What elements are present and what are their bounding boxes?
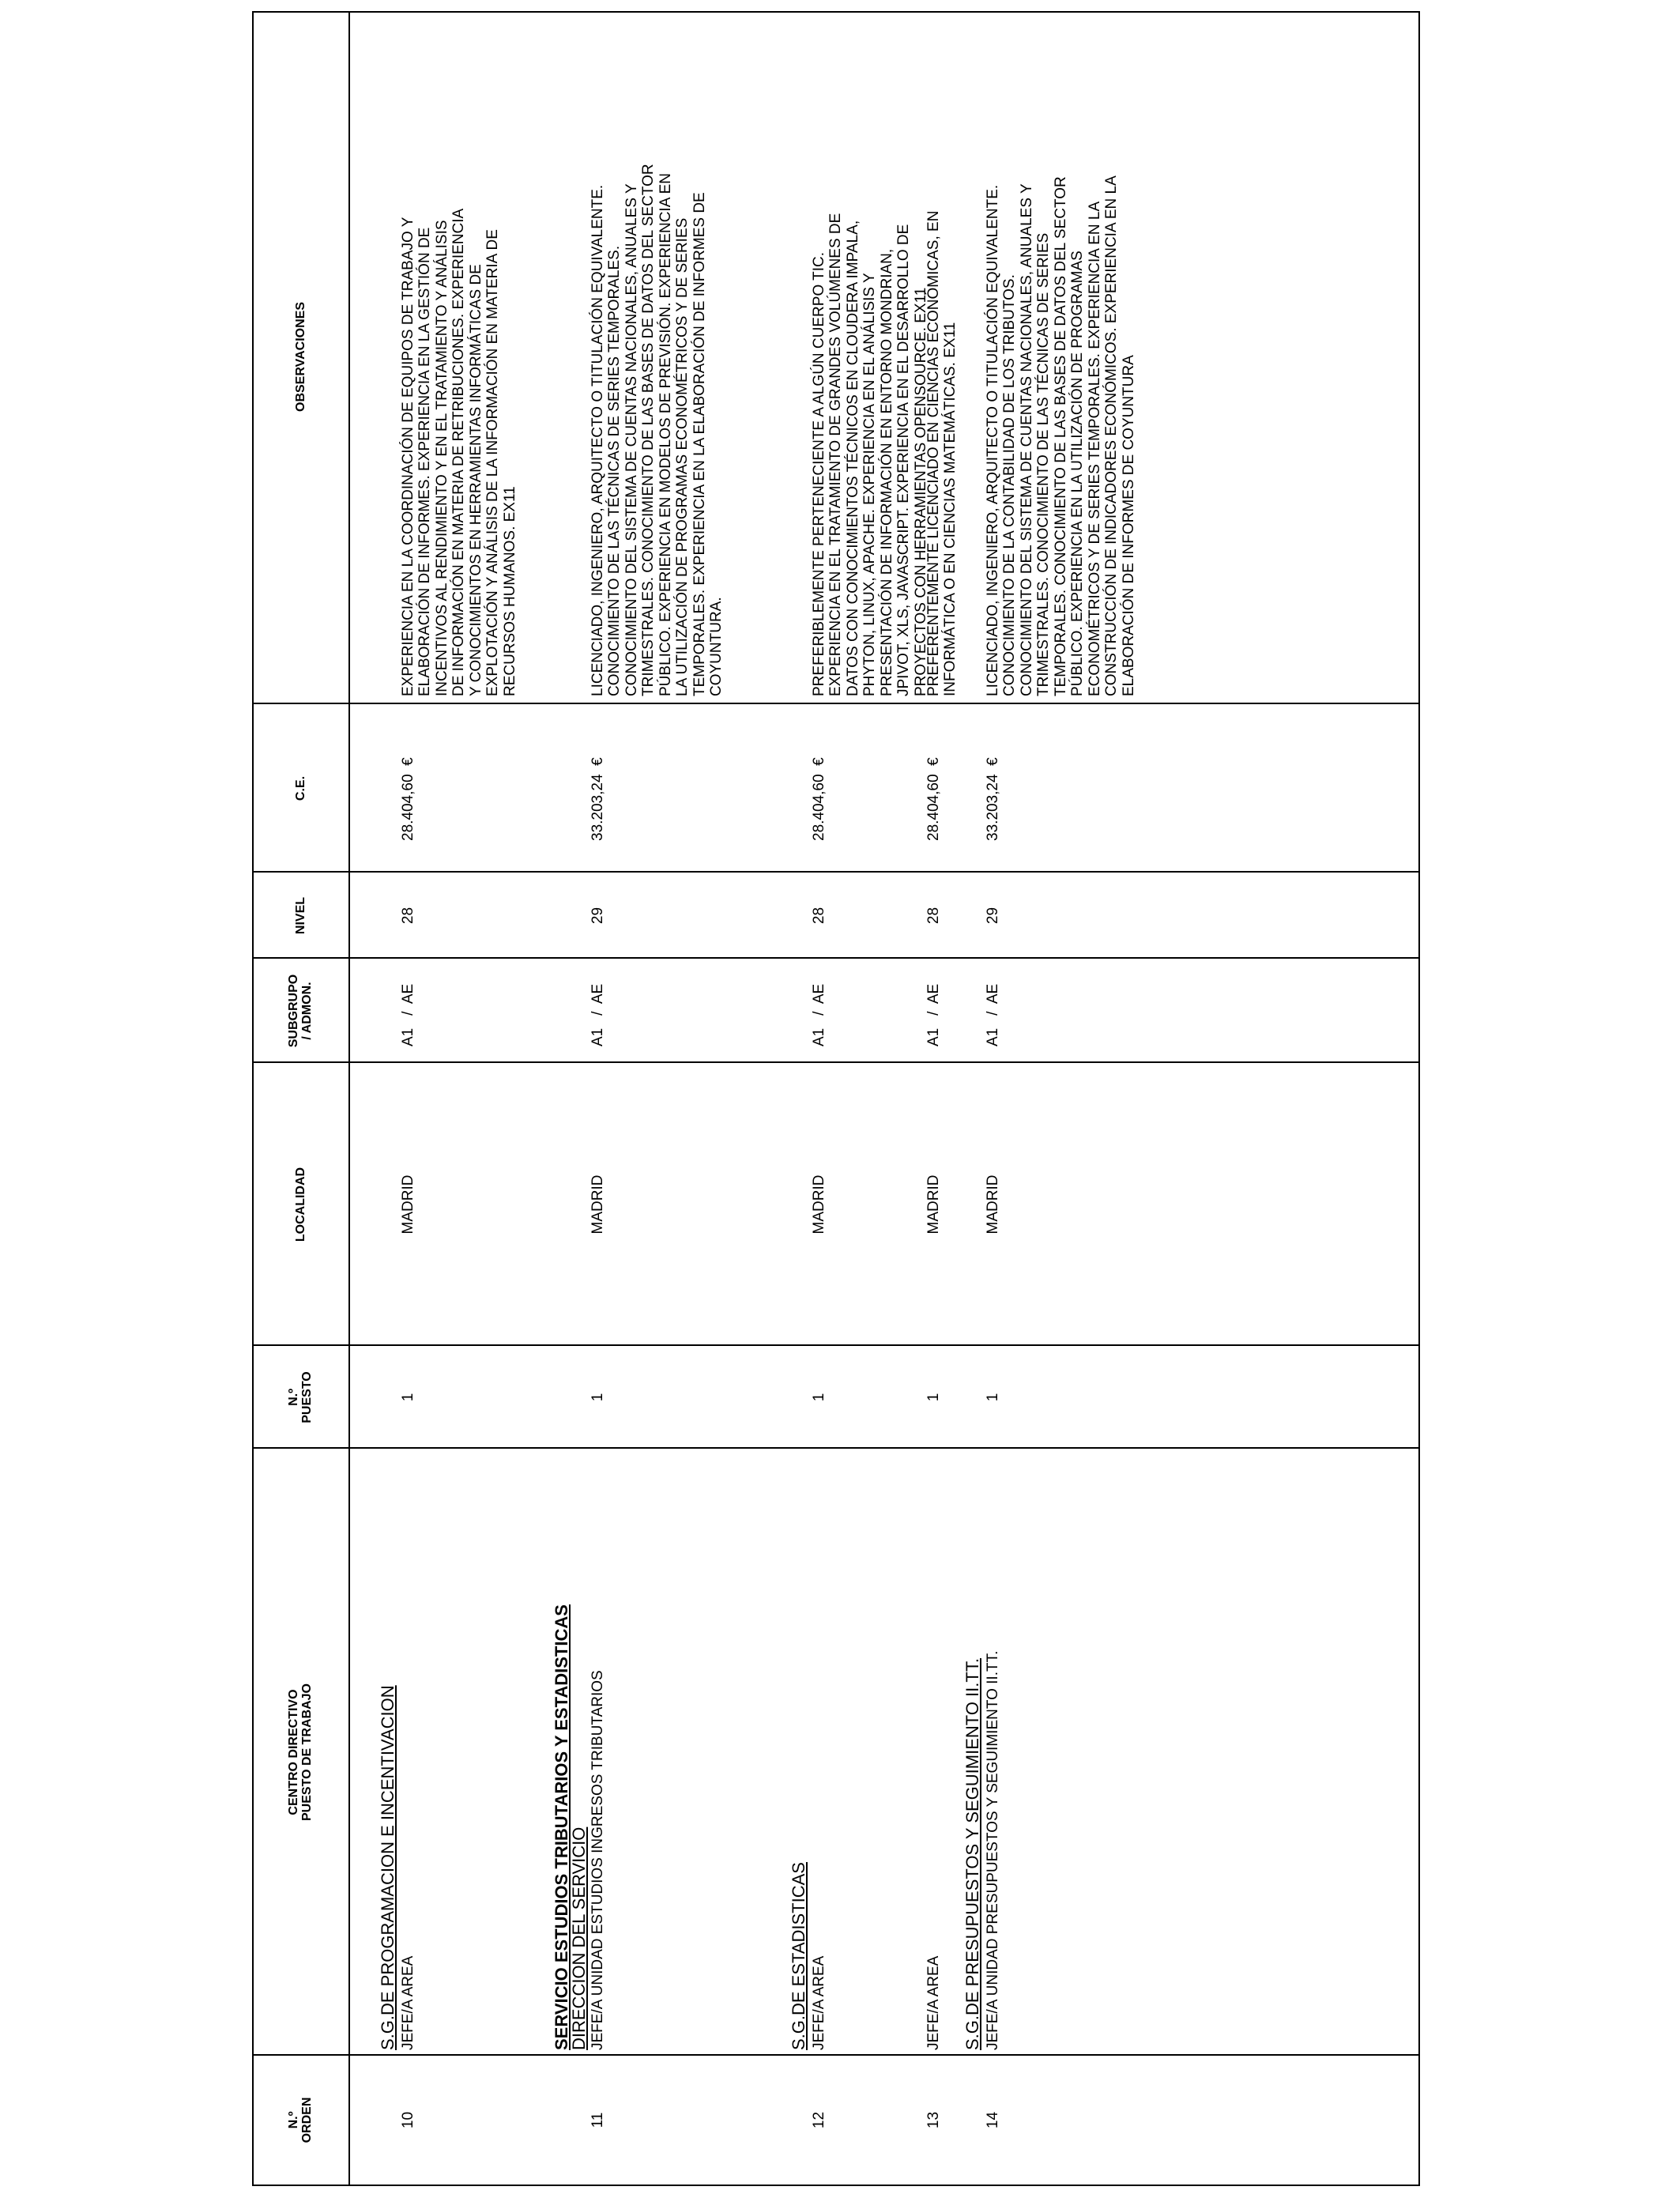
num-puesto: 1 xyxy=(590,1393,606,1402)
num-puesto: 1 xyxy=(400,1393,416,1402)
header-divider xyxy=(348,13,350,2185)
section-title: S.G.DE ESTADISTICAS xyxy=(789,1862,808,2050)
complemento-especifico: 33.203,24 € xyxy=(985,757,1001,841)
orden-number: 14 xyxy=(985,2111,1001,2129)
section-title: S.G.DE PRESUPUESTOS Y SEGUIMIENTO II.TT. xyxy=(962,1658,982,2050)
observaciones-text: PREFERENTEMENTE LICENCIADO EN CIENCIAS ECONÓMICAS, EN INFORMÁTICA O EN CIENCIAS MATEMÁTICAS. EX11 xyxy=(925,210,959,696)
header-observaciones: OBSERVACIONES xyxy=(293,302,307,412)
header-subgrupo: SUBGRUPO / ADMON. xyxy=(287,974,314,1048)
nivel: 28 xyxy=(925,907,942,925)
subgrupo: A1 / AE xyxy=(811,983,827,1046)
job-title: JEFE/A AREA xyxy=(811,1955,827,2050)
col-divider xyxy=(254,2054,1418,2056)
col-divider xyxy=(254,957,1418,959)
num-puesto: 1 xyxy=(811,1393,827,1402)
complemento-especifico: 28.404,60 € xyxy=(400,757,416,841)
orden-number: 10 xyxy=(400,2111,416,2129)
num-puesto: 1 xyxy=(925,1393,942,1402)
section-title: S.G.DE PROGRAMACION E INCENTIVACION xyxy=(378,1685,397,2050)
nivel: 28 xyxy=(811,907,827,925)
header-centro-directivo: CENTRO DIRECTIVO PUESTO DE TRABAJO xyxy=(287,1683,314,1821)
col-divider xyxy=(254,1344,1418,1346)
orden-number: 13 xyxy=(925,2111,942,2129)
header-orden: N.º ORDEN xyxy=(287,2097,314,2143)
localidad: MADRID xyxy=(400,1174,416,1235)
nivel: 28 xyxy=(400,907,416,925)
orden-number: 11 xyxy=(590,2112,606,2128)
complemento-especifico: 28.404,60 € xyxy=(925,757,942,841)
num-puesto: 1 xyxy=(985,1393,1001,1402)
localidad: MADRID xyxy=(590,1174,606,1235)
subgrupo: A1 / AE xyxy=(925,983,942,1046)
header-ce: C.E. xyxy=(293,775,307,801)
header-nivel: NIVEL xyxy=(293,896,307,935)
observaciones-text: PREFERIBLEMENTE PERTENECIENTE A ALGÚN CUERPO TIC. EXPERIENCIA EN EL TRATAMIENTO DE GRANDES VOLÚMENES DE DATOS CON CONOCIMIENTOS TÉCNICOS EN CLOUDERA IMPALA, PHYTON, LINUX, APACHE. EXPERIENCIA EN EL ANÁLISIS Y PRESENTACIÓN DE INFORMACIÓN EN ENTORNO MONDRIAN, JPIVOT, XLS, JAVASCRIPT. EXPERIENCIA EN EL DESARROLLO DE PROYECTOS CON HERRAMIENTAS OPENSOURCE. EX11 xyxy=(811,213,929,696)
nivel: 29 xyxy=(985,907,1001,925)
col-divider xyxy=(254,703,1418,704)
observaciones-text: EXPERIENCIA EN LA COORDINACIÓN DE EQUIPOS DE TRABAJO Y ELABORACIÓN DE INFORMES. EXPERIENCIA EN LA GESTIÓN DE INCENTIVOS AL RENDIMIENTO Y EN EL TRATAMIENTO Y ANÁLISIS DE INFORMACIÓN EN MATERIA DE RETRIBUCIONES. EXPERIENCIA Y CONOCIMIENTOS EN HERRAMIENTAS INFORMÁTICAS DE EXPLOTACIÓN Y ANÁLISIS DE LA INFORMACIÓN EN MATERIA DE RECURSOS HUMANOS. EX11 xyxy=(400,208,518,696)
header-localidad: LOCALIDAD xyxy=(293,1167,307,1242)
complemento-especifico: 33.203,24 € xyxy=(590,757,606,841)
col-divider xyxy=(254,871,1418,873)
col-divider xyxy=(254,1447,1418,1449)
subgrupo: A1 / AE xyxy=(590,983,606,1046)
localidad: MADRID xyxy=(985,1174,1001,1235)
subgrupo: A1 / AE xyxy=(985,983,1001,1046)
subgrupo: A1 / AE xyxy=(400,983,416,1046)
section-title: SERVICIO ESTUDIOS TRIBUTARIOS Y ESTADISTICAS xyxy=(552,1604,571,2050)
job-title: JEFE/A UNIDAD PRESUPUESTOS Y SEGUIMIENTO II.TT. xyxy=(985,1650,1001,2050)
section-subtitle: DIRECCION DEL SERVICIO xyxy=(569,1826,589,2050)
localidad: MADRID xyxy=(811,1174,827,1235)
observaciones-text: LICENCIADO, INGENIERO, ARQUITECTO O TITULACIÓN EQUIVALENTE. CONOCIMIENTO DE LAS TÉCNICAS DE SERIES TEMPORALES. CONOCIMIENTO DEL SISTEMA DE CUENTAS NACIONALES, ANUALES Y TRIMESTRALES. CONOCIMIENTO DE LAS BASES DE DATOS DEL SECTOR PÚBLICO. EXPERIENCIA EN MODELOS DE PREVISIÓN. EXPERIENCIA EN LA UTILIZACIÓN DE PROGRAMAS ECONOMÉTRICOS Y DE SERIES TEMPORALES. EXPERIENCIA EN LA ELABORACIÓN DE INFORMES DE COYUNTURA. xyxy=(590,164,725,696)
rotated-page xyxy=(244,5,1430,2194)
localidad: MADRID xyxy=(925,1174,942,1235)
header-num-puesto: N.º PUESTO xyxy=(287,1371,314,1423)
job-title: JEFE/A UNIDAD ESTUDIOS INGRESOS TRIBUTARIOS xyxy=(590,1670,606,2050)
nivel: 29 xyxy=(590,907,606,925)
job-title: JEFE/A AREA xyxy=(925,1955,942,2050)
positions-table xyxy=(252,11,1420,2186)
job-title: JEFE/A AREA xyxy=(400,1955,416,2050)
observaciones-text: LICENCIADO, INGENIERO, ARQUITECTO O TITULACIÓN EQUIVALENTE. CONOCIMIENTO DE LA CONTABILIDAD DE LOS TRIBUTOS. CONOCIMIENTO DEL SISTEMA DE CUENTAS NACIONALES, ANUALES Y TRIMESTRALES. CONOCIMIENTO DE LAS TÉCNICAS DE SERIES TEMPORALES. CONOCIMIENTO DE LAS BASES DE DATOS DEL SECTOR PÚBLICO. EXPERIENCIA EN LA UTILIZACIÓN DE PROGRAMAS ECONOMÉTRICOS Y DE SERIES TEMPORALES. EXPERIENCIA EN LA CONSTRUCCIÓN DE INDICADORES ECONÓMICOS. EXPERIENCIA EN LA ELABORACIÓN DE INFORMES DE COYUNTURA xyxy=(985,175,1137,696)
col-divider xyxy=(254,1061,1418,1063)
complemento-especifico: 28.404,60 € xyxy=(811,757,827,841)
orden-number: 12 xyxy=(811,2111,827,2129)
